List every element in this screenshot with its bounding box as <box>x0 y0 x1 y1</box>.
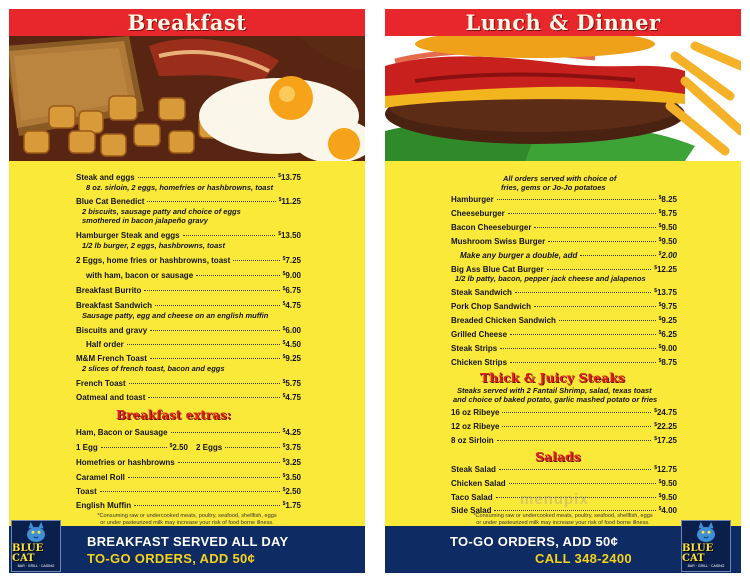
item-name: 16 oz Ribeye <box>451 408 500 417</box>
cat-icon <box>17 521 55 542</box>
food-safety-note: *Consuming raw or undercooked meats, poultry, seafood, shellfish, eggs or under pasteurized milk may increase your risk of food borne illness. <box>97 513 277 526</box>
item-price: $12.75 <box>654 465 677 474</box>
dot-leader <box>510 362 656 363</box>
item-price: $6.25 <box>658 330 677 339</box>
burger-photo <box>385 36 741 161</box>
item-name: Ham, Bacon or Sausage <box>76 428 168 437</box>
dot-leader <box>128 477 280 478</box>
item-name: Big Ass Blue Cat Burger <box>451 265 544 274</box>
item-name: Homefries or hashbrowns <box>76 458 175 467</box>
extra-item <box>76 473 301 482</box>
to-go-orders-text: TO-GO ORDERS, ADD 50¢ <box>87 551 256 566</box>
dot-leader <box>155 305 280 306</box>
item-price: $22.25 <box>654 422 677 431</box>
breakfast-menu-page <box>9 9 365 573</box>
menu-item <box>451 344 677 353</box>
menu-item <box>451 223 677 232</box>
item-name: M&M French Toast <box>76 354 147 363</box>
dot-leader <box>171 432 280 433</box>
dot-leader <box>500 348 655 349</box>
breakfast-title-bar <box>9 9 365 36</box>
dot-leader <box>509 483 656 484</box>
dot-leader <box>134 505 280 506</box>
breakfast-title: Breakfast <box>127 10 247 35</box>
item-name: Half order <box>86 340 124 349</box>
menu-item <box>451 316 677 325</box>
item-price: $24.75 <box>654 408 677 417</box>
lunch-menu-body <box>385 161 741 526</box>
dot-leader <box>548 241 655 242</box>
steak-item <box>451 436 677 445</box>
menupix-watermark: menupix <box>520 491 589 508</box>
item-price: $9.00 <box>282 271 301 280</box>
item-name: Biscuits and gravy <box>76 326 148 335</box>
item-description: 1/2 lb burger, 2 eggs, hashbrowns, toast <box>82 241 225 250</box>
item-name: 12 oz Ribeye <box>451 422 500 431</box>
item-description: smothered in bacon jalapeño gravy <box>82 216 208 225</box>
steak-item <box>451 408 677 417</box>
item-name: Grilled Cheese <box>451 330 508 339</box>
dot-leader <box>150 358 280 359</box>
item-price: $4.00 <box>658 506 677 515</box>
item-description: Sausage patty, egg and cheese on an english muffin <box>82 311 269 320</box>
steaks-heading: Thick & Juicy Steaks <box>480 370 625 385</box>
dot-leader <box>497 199 656 200</box>
item-price: $9.50 <box>658 493 677 502</box>
item-price: $13.75 <box>278 173 301 182</box>
dot-leader <box>494 510 655 511</box>
item-name: Breakfast Burrito <box>76 286 142 295</box>
menu-item <box>76 393 301 402</box>
extra-item <box>76 487 301 496</box>
steaks-intro-2: and choice of baked potato, garlic mashed potato or fries <box>453 395 658 404</box>
food-safety-note: *Consuming raw or undercooked meats, poultry, seafood, shellfish, eggs or under pasteurized milk may increase your risk of food borne illness. <box>473 513 653 526</box>
item-name: Hamburger Steak and eggs <box>76 231 180 240</box>
breakfast-all-day-text: BREAKFAST SERVED ALL DAY <box>87 534 289 549</box>
item-name: Chicken Salad <box>451 479 506 488</box>
breakfast-extras-heading: Breakfast extras: <box>116 408 232 422</box>
salads-heading: Salads <box>535 449 581 464</box>
extra-item <box>76 501 301 510</box>
salad-item <box>451 479 677 488</box>
dot-leader <box>559 320 656 321</box>
dot-leader <box>534 306 656 307</box>
lunch-dinner-menu-page <box>385 9 741 573</box>
to-go-orders-text: TO-GO ORDERS, ADD 50¢ <box>450 534 619 549</box>
dot-leader <box>502 412 651 413</box>
menu-item <box>76 354 301 363</box>
sides-intro-2: fries, gems or Jo-Jo potatoes <box>501 183 606 192</box>
phone-number-text: CALL 348-2400 <box>535 551 632 566</box>
item-name: Chicken Strips <box>451 358 508 367</box>
sides-intro: All orders served with choice of <box>503 174 617 183</box>
item-price: $8.75 <box>658 358 677 367</box>
item-price: $4.75 <box>282 301 301 310</box>
item-name: Blue Cat Benedict <box>76 197 145 206</box>
breakfast-photo <box>9 36 365 161</box>
item-name: Bacon Cheeseburger <box>451 223 532 232</box>
dot-leader <box>150 330 280 331</box>
extra-item <box>76 428 301 437</box>
item-price: $2.00 <box>658 251 677 260</box>
item-price: $9.25 <box>658 316 677 325</box>
item-name: 8 oz Sirloin <box>451 436 494 445</box>
item-name: Steak Salad <box>451 465 496 474</box>
dot-leader <box>510 334 656 335</box>
item-price: $1.75 <box>282 501 301 510</box>
menu-item <box>451 330 677 339</box>
item-name: 2 Eggs, home fries or hashbrowns, toast <box>76 256 231 265</box>
item-price: $12.25 <box>654 265 677 274</box>
item-price: $3.25 <box>282 458 301 467</box>
menu-item <box>76 256 301 265</box>
item-name: French Toast <box>76 379 126 388</box>
item-price: $6.00 <box>282 326 301 335</box>
item-price: $13.50 <box>278 231 301 240</box>
item-price: $9.75 <box>658 302 677 311</box>
dot-leader <box>138 177 276 178</box>
item-price: $3.75 <box>282 443 301 452</box>
item-name: Toast <box>76 487 97 496</box>
dot-leader <box>178 462 280 463</box>
steaks-intro: Steaks served with 2 Fantail Shrimp, salad, texas toast <box>457 386 652 395</box>
item-price: $4.75 <box>282 393 301 402</box>
dot-leader <box>515 292 651 293</box>
salad-item <box>451 465 677 474</box>
menu-item <box>460 251 677 260</box>
menu-item <box>76 379 301 388</box>
item-name: with ham, bacon or sausage <box>86 271 194 280</box>
item-name: Breaded Chicken Sandwich <box>451 316 556 325</box>
dot-leader <box>129 383 280 384</box>
burger-food-image <box>385 36 741 161</box>
cat-icon <box>687 521 725 542</box>
item-name: Mushroom Swiss Burger <box>451 237 546 246</box>
dot-leader <box>225 447 279 448</box>
menu-item <box>451 265 677 274</box>
dot-leader <box>127 344 280 345</box>
dot-leader <box>502 426 651 427</box>
item-price: $11.25 <box>278 197 301 206</box>
item-price: $3.50 <box>282 473 301 482</box>
item-name: Steak Strips <box>451 344 498 353</box>
item-price: $2.50 <box>169 443 188 452</box>
breakfast-menu-body <box>9 161 365 526</box>
item-price: $9.50 <box>658 237 677 246</box>
item-price: $4.50 <box>282 340 301 349</box>
item-price: $6.75 <box>282 286 301 295</box>
dot-leader <box>196 275 280 276</box>
item-name: Cheeseburger <box>451 209 505 218</box>
menu-item <box>451 358 677 367</box>
extra-item <box>196 443 301 452</box>
menu-item <box>76 286 301 295</box>
dot-leader <box>508 213 656 214</box>
item-price: $17.25 <box>654 436 677 445</box>
dot-leader <box>101 447 167 448</box>
item-price: $4.25 <box>282 428 301 437</box>
dot-leader <box>147 201 275 202</box>
item-name: Oatmeal and toast <box>76 393 146 402</box>
dot-leader <box>100 491 280 492</box>
menu-item <box>451 237 677 246</box>
item-price: $9.50 <box>658 223 677 232</box>
item-price: $9.00 <box>658 344 677 353</box>
lunch-footer <box>385 526 741 573</box>
item-name: Breakfast Sandwich <box>76 301 153 310</box>
breakfast-footer <box>9 526 365 573</box>
menu-item <box>76 197 301 206</box>
menu-item <box>86 340 301 349</box>
menu-item <box>451 209 677 218</box>
extra-item <box>76 458 301 467</box>
item-name: Caramel Roll <box>76 473 125 482</box>
dot-leader <box>144 290 279 291</box>
menu-item <box>451 302 677 311</box>
item-description: 8 oz. sirloin, 2 eggs, homefries or hashbrowns, toast <box>86 183 274 192</box>
menu-item <box>76 326 301 335</box>
dot-leader <box>148 397 279 398</box>
item-price: $8.75 <box>658 209 677 218</box>
item-name: Hamburger <box>451 195 494 204</box>
item-name: Taco Salad <box>451 493 493 502</box>
menu-item <box>451 288 677 297</box>
extra-item <box>76 443 188 452</box>
blue-cat-logo: BLUE CAT BAR · GRILL · CASINO <box>11 520 61 572</box>
item-price: $5.75 <box>282 379 301 388</box>
item-name: Pork Chop Sandwich <box>451 302 532 311</box>
item-price: $9.50 <box>658 479 677 488</box>
item-description: 1/2 lb patty, bacon, pepper jack cheese and jalapenos <box>455 274 646 283</box>
menu-item <box>451 195 677 204</box>
item-name: Steak Sandwich <box>451 288 512 297</box>
steak-item <box>451 422 677 431</box>
menu-item <box>76 231 301 240</box>
menu-item <box>76 301 301 310</box>
lunch-title: Lunch & Dinner <box>465 10 661 35</box>
item-price: $7.25 <box>282 256 301 265</box>
dot-leader <box>547 269 652 270</box>
item-name: English Muffin <box>76 501 132 510</box>
item-name: Steak and eggs <box>76 173 135 182</box>
breakfast-food-image <box>9 36 365 161</box>
item-price: $9.25 <box>282 354 301 363</box>
item-name: Side Salad <box>451 506 492 515</box>
dot-leader <box>183 235 276 236</box>
item-name: Make any burger a double, add <box>460 251 578 260</box>
item-price: $8.25 <box>658 195 677 204</box>
item-name: 1 Egg <box>76 443 98 452</box>
item-price: $2.50 <box>282 487 301 496</box>
blue-cat-logo: BLUE CAT BAR · GRILL · CASINO <box>681 520 731 572</box>
dot-leader <box>580 255 655 256</box>
item-price: $13.75 <box>654 288 677 297</box>
menu-item <box>76 173 301 182</box>
menu-item <box>86 271 301 280</box>
dot-leader <box>497 440 652 441</box>
item-name: 2 Eggs <box>196 443 223 452</box>
dot-leader <box>233 260 279 261</box>
item-description: 2 biscuits, sausage patty and choice of eggs <box>82 207 241 216</box>
lunch-title-bar <box>385 9 741 36</box>
dot-leader <box>534 227 655 228</box>
item-description: 2 slices of french toast, bacon and eggs <box>82 364 225 373</box>
dot-leader <box>499 469 651 470</box>
